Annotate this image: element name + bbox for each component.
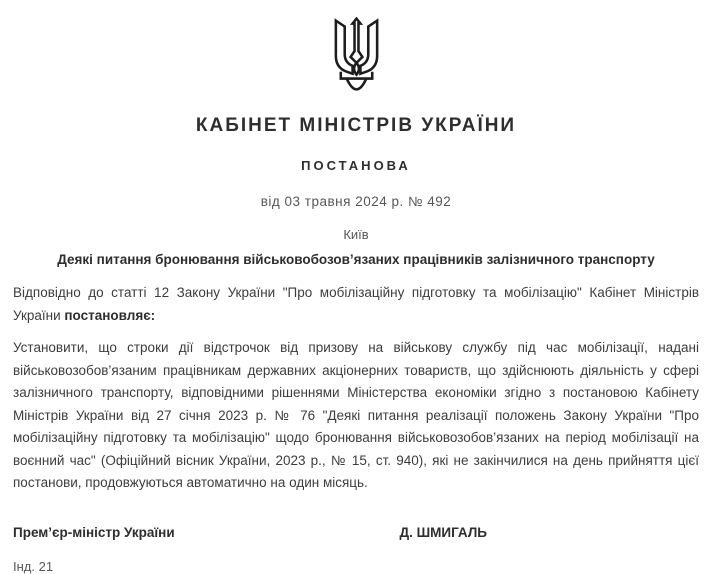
document-date-number: від 03 травня 2024 р. № 492	[260, 194, 452, 209]
document-type-label: ПОСТАНОВА	[301, 158, 411, 173]
document-city: Київ	[343, 227, 369, 242]
body-paragraph: Установити, що строки дії відстрочок від призову на військову службу під час мобілізації, надані військовозобов’язаним працівникам державних акціонерних товариств, що здійснюють діяльність у сфері залізничного транспорту, відповідними рішеннями Міністерства економіки згідно з постановою Кабінету Міністрів України від 27 січня 2023 р. № 76 "Деякі питання реалізації положень Закону України "Про мобілізаційну підготовку та мобілізацію" щодо бронювання військовозобов’язаних на період мобілізації на воєнний час" (Офіційний вісник України, 2023 р., № 15, ст. 940), які не закінчилися на день прийняття цієї постанови, продовжуються автоматично на один місяць.	[13, 340, 699, 490]
emblem-container	[13, 18, 699, 92]
ukraine-trident-icon	[328, 18, 385, 92]
signature-row	[13, 525, 699, 540]
organization-name: КАБІНЕТ МІНІСТРІВ УКРАЇНИ	[195, 115, 517, 136]
preamble-paragraph	[13, 282, 699, 327]
resolve-word: постановляє:	[64, 307, 156, 323]
document-title: Деякі питання бронювання військовобозов’язаних працівників залізничного транспорту	[57, 252, 655, 267]
preamble-text: Відповідно до статті 12 Закону України "Про мобілізаційну підготовку та мобілізацію" Кабінет Міністрів України	[13, 285, 699, 323]
document-index: Інд. 21	[13, 558, 54, 574]
signer-position: Прем’єр-міністр України	[13, 524, 175, 540]
signer-name: Д. ШМИГАЛЬ	[399, 524, 487, 540]
